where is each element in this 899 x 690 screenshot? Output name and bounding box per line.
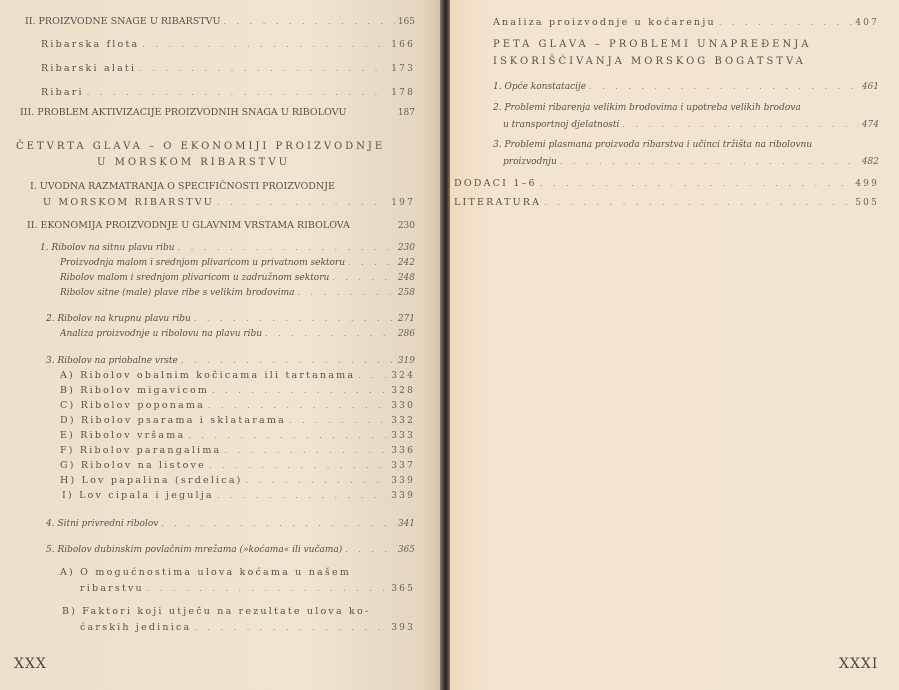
toc-entry-page: 332 bbox=[391, 416, 415, 426]
dot-leader bbox=[212, 384, 388, 397]
toc-entry bbox=[41, 62, 415, 75]
toc-entry-page: 197 bbox=[391, 198, 415, 208]
toc-entry-label: H) Lov papalina (srdelica) bbox=[60, 475, 243, 486]
toc-entry-label: I) Lov cipala i jegulja bbox=[62, 490, 214, 501]
dot-leader bbox=[246, 474, 389, 487]
toc-entry-page: 230 bbox=[397, 221, 415, 231]
chapter-heading-line2: U MORSKOM RIBARSTVU bbox=[97, 157, 290, 168]
toc-entry-label: 1. Opće konstatacije bbox=[493, 82, 587, 92]
toc-entry-page: 365 bbox=[397, 545, 415, 555]
toc-entry-page: 461 bbox=[861, 82, 879, 92]
toc-entry-page: 474 bbox=[861, 120, 879, 130]
toc-entry-page: 319 bbox=[397, 356, 415, 366]
dot-leader bbox=[139, 62, 388, 75]
dot-leader bbox=[217, 196, 388, 209]
toc-entry bbox=[60, 327, 415, 340]
toc-entry-page: 337 bbox=[391, 461, 415, 471]
dot-leader bbox=[223, 15, 394, 28]
dot-leader bbox=[224, 444, 388, 457]
dot-leader bbox=[348, 256, 395, 269]
toc-entry bbox=[60, 429, 415, 442]
toc-entry bbox=[80, 582, 415, 595]
toc-entry bbox=[27, 219, 415, 232]
toc-entry-page: 248 bbox=[397, 273, 415, 283]
toc-entry-label: F) Ribolov parangalima bbox=[60, 445, 222, 456]
toc-entry-page: 271 bbox=[397, 314, 415, 324]
dot-leader bbox=[265, 327, 395, 340]
toc-entry-label: Proizvodnja malom i srednjom plivaricom u privatnom sektoru bbox=[60, 258, 346, 268]
toc-entry-label: Ribari bbox=[41, 87, 84, 98]
toc-entry-label: Ribarska flota bbox=[41, 39, 140, 50]
page-number: XXX bbox=[14, 656, 47, 672]
toc-entry-page: 187 bbox=[397, 108, 415, 118]
toc-entry bbox=[20, 106, 415, 119]
toc-entry-label: 2. Ribolov na krupnu plavu ribu bbox=[46, 314, 191, 324]
toc-entry bbox=[40, 241, 415, 254]
toc-entry-label: Analiza proizvodnje u koćarenju bbox=[493, 17, 716, 28]
toc-entry bbox=[60, 474, 415, 487]
toc-entry bbox=[60, 414, 415, 427]
toc-entry-page: 230 bbox=[397, 243, 415, 253]
toc-entry-label: ribarstvu bbox=[80, 583, 144, 594]
toc-entry-page: 166 bbox=[391, 40, 415, 50]
toc-entry-label: II. PROIZVODNE SNAGE U RIBARSTVU bbox=[25, 16, 221, 27]
toc-entry-label: LITERATURA bbox=[454, 197, 542, 208]
toc-entry bbox=[454, 177, 879, 190]
toc-entry bbox=[60, 444, 415, 457]
toc-entry-label: D) Ribolov psarama i sklatarama bbox=[60, 415, 286, 426]
chapter-heading-line1: ČETVRTA GLAVA – O EKONOMIJI PROIZVODNJE bbox=[16, 141, 386, 152]
toc-entry bbox=[80, 621, 415, 634]
toc-entry-page: 165 bbox=[397, 17, 415, 27]
dot-leader bbox=[297, 286, 394, 299]
toc-entry-label: 3. Problemi plasmana proizvoda ribarstva i učinci tržišta na ribolovnu bbox=[493, 140, 813, 150]
toc-entry-label: A) Ribolov obalnim kočicama ili tartanama bbox=[60, 370, 356, 381]
dot-leader bbox=[181, 354, 395, 367]
dot-leader bbox=[560, 155, 859, 168]
book-spine bbox=[440, 0, 450, 690]
toc-entry bbox=[503, 155, 879, 168]
dot-leader bbox=[208, 399, 388, 412]
toc-entry-page: 393 bbox=[391, 623, 415, 633]
dot-leader bbox=[332, 271, 394, 284]
toc-entry bbox=[60, 384, 415, 397]
toc-entry bbox=[41, 86, 415, 99]
toc-entry-label: 2. Problemi ribarenja velikim brodovima i upotreba velikih brodova bbox=[493, 103, 801, 113]
toc-entry-page: 365 bbox=[391, 584, 415, 594]
toc-entry-label: proizvodnju bbox=[503, 157, 557, 167]
toc-entry-page: 339 bbox=[391, 476, 415, 486]
toc-entry-page: 499 bbox=[855, 179, 879, 189]
toc-entry-label: 1. Ribolov na sitnu plavu ribu bbox=[40, 243, 175, 253]
toc-entry-label: u transportnoj djelatnosti bbox=[503, 120, 620, 130]
toc-entry-page: 324 bbox=[391, 371, 415, 381]
toc-entry-label: DODACI 1–6 bbox=[454, 178, 537, 189]
toc-entry-page: 330 bbox=[391, 401, 415, 411]
toc-entry bbox=[60, 459, 415, 472]
dot-leader bbox=[142, 38, 388, 51]
dot-leader bbox=[345, 543, 395, 556]
toc-entry bbox=[46, 543, 415, 556]
toc-entry-label: Ribarski alati bbox=[41, 63, 137, 74]
toc-entry-label: U MORSKOM RIBARSTVU bbox=[43, 197, 214, 208]
toc-entry-label: III. PROBLEM AKTIVIZACIJE PROIZVODNIH SNAGA U RIBOLOVU bbox=[20, 107, 347, 118]
toc-entry-label: 5. Ribolov dubinskim povlačnim mrežama (»koćama« ili vučama) bbox=[46, 545, 343, 555]
dot-leader bbox=[589, 80, 859, 93]
toc-entry bbox=[41, 38, 415, 51]
toc-entry bbox=[60, 286, 415, 299]
dot-leader bbox=[289, 414, 388, 427]
toc-entry-page: 173 bbox=[391, 64, 415, 74]
dot-leader bbox=[194, 312, 395, 325]
dot-leader bbox=[358, 369, 388, 382]
toc-entry-page: 336 bbox=[391, 446, 415, 456]
dot-leader bbox=[188, 429, 388, 442]
dot-leader bbox=[544, 196, 852, 209]
toc-entry-label: E) Ribolov vršama bbox=[60, 430, 186, 441]
toc-entry bbox=[60, 271, 415, 284]
toc-entry-label: Ribolov sitne (male) plave ribe s velikim brodovima bbox=[60, 288, 295, 298]
toc-entry-label: ćarskih jedinica bbox=[80, 622, 192, 633]
toc-entry bbox=[503, 118, 879, 131]
toc-entry-label: B) Ribolov migavicom bbox=[60, 385, 210, 396]
toc-entry-label: B) Faktori koji utječu na rezultate ulova ko- bbox=[62, 606, 371, 617]
toc-entry bbox=[46, 354, 415, 367]
toc-entry-label: 4. Sitni privredni ribolov bbox=[46, 519, 159, 529]
toc-entry-label: G) Ribolov na listove bbox=[60, 460, 206, 471]
toc-entry-label: I. UVODNA RAZMATRANJA O SPECIFIČNOSTI PROIZVODNJE bbox=[30, 181, 335, 192]
toc-entry-label: 3. Ribolov na priobalne vrste bbox=[46, 356, 178, 366]
dot-leader bbox=[719, 16, 852, 29]
toc-entry-page: 482 bbox=[861, 157, 879, 167]
toc-entry bbox=[46, 312, 415, 325]
toc-entry-page: 328 bbox=[391, 386, 415, 396]
toc-entry-page: 258 bbox=[397, 288, 415, 298]
toc-entry-page: 407 bbox=[855, 18, 879, 28]
toc-entry bbox=[43, 196, 415, 209]
dot-leader bbox=[209, 459, 388, 472]
toc-entry-label: A) O mogućnostima ulova koćama u našem bbox=[60, 567, 352, 578]
dot-leader bbox=[194, 621, 388, 634]
toc-entry bbox=[46, 517, 415, 530]
dot-leader bbox=[178, 241, 395, 254]
toc-entry-page: 178 bbox=[391, 88, 415, 98]
dot-leader bbox=[161, 517, 394, 530]
right-page bbox=[450, 0, 899, 690]
toc-entry-label: II. EKONOMIJA PROIZVODNJE U GLAVNIM VRSTAMA RIBOLOVA bbox=[27, 220, 350, 231]
left-page bbox=[0, 0, 440, 690]
chapter-heading-line1: PETA GLAVA – PROBLEMI UNAPREĐENJA bbox=[493, 39, 812, 50]
toc-entry-page: 333 bbox=[391, 431, 415, 441]
toc-entry bbox=[60, 399, 415, 412]
chapter-heading-line2: ISKORIŠĆIVANJA MORSKOG BOGATSTVA bbox=[493, 56, 806, 67]
toc-entry-page: 505 bbox=[855, 198, 879, 208]
toc-entry-page: 242 bbox=[397, 258, 415, 268]
toc-entry bbox=[493, 80, 879, 93]
dot-leader bbox=[147, 582, 388, 595]
toc-entry-page: 341 bbox=[397, 519, 415, 529]
toc-entry bbox=[493, 16, 879, 29]
toc-entry-page: 339 bbox=[391, 491, 415, 501]
toc-entry-label: Ribolov malom i srednjom plivaricom u zadružnom sektoru bbox=[60, 273, 330, 283]
toc-entry-page: 286 bbox=[397, 329, 415, 339]
toc-entry bbox=[60, 256, 415, 269]
dot-leader bbox=[622, 118, 858, 131]
toc-entry bbox=[454, 196, 879, 209]
toc-entry-label: Analiza proizvodnje u ribolovu na plavu ribu bbox=[60, 329, 263, 339]
toc-entry bbox=[25, 15, 415, 28]
dot-leader bbox=[87, 86, 389, 99]
toc-entry-label: C) Ribolov poponama bbox=[60, 400, 205, 411]
dot-leader bbox=[217, 489, 388, 502]
page-number: XXXI bbox=[839, 656, 879, 672]
dot-leader bbox=[540, 177, 852, 190]
toc-entry bbox=[60, 369, 415, 382]
toc-entry bbox=[62, 489, 415, 502]
